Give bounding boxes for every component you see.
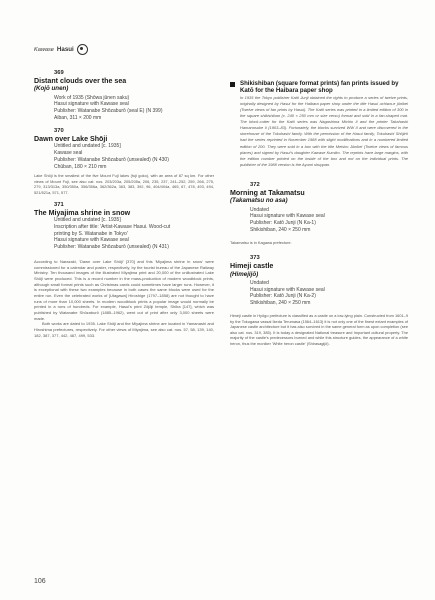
essay <box>34 259 214 338</box>
meta-line: Publisher: Watanabe Shōzaburō (unsealed) (N 430) <box>54 156 169 163</box>
entry-title: Morning at Takamatsu <box>230 188 305 197</box>
meta-line: Aiban, 311 × 200 mm <box>54 115 102 121</box>
meta-line: Publisher: Katō Junji (N Ka-2) <box>250 293 316 300</box>
entry-title: The Miyajima shrine in snow <box>34 208 131 217</box>
entry-number: 369 <box>54 70 64 76</box>
meta-line: Hasui signature with Kawase seal <box>250 213 325 220</box>
series-title: Shikishiban (square format prints) fan prints issued by Katō for the Haibara paper shop <box>240 80 399 95</box>
meta-line: Untitled and undated [c. 1935] <box>54 216 121 223</box>
entry-meta <box>34 95 214 122</box>
entry-number: 370 <box>54 127 64 134</box>
entry-subtitle: (Kojō unen) <box>34 85 69 93</box>
series-description: In 1935 the Tokyo publisher Katō Junji obtained the rights to produce a series of twelve prints, originally designed by Hasui for the Haibara paper shop under the title Hasui uchiwa-e jūnikei (Twelve views of fan prints by Hasui). The Katō series was printed in a limited edition of 300 in the square shikishiban (c. 240 × 250 mm or size verso) format and sold in a fan-shaped mat. The block-cutter for the Katō series was Nagashima Michio Ii and the printer Takahashi Hamanosuke Ii (1903–83). Fortunately, the blocks survived WW II and were discovered in the storehouse of the Tokuhashi family. With the permission of the Hasui family, Tokuhashi Shōjirō had the series reprinted in November 1988 with slight modifications and in a numbered limited edition of 200. They were sold in a box with the title Meisho Jūnikei (Twelve views of famous places) and signed by Hasui's daughter Kawase Kumiko. The reprints have large margins, with the edition number printed on the inside of the box and not on the individual prints. The publisher of the 1988 version is the Ayumi shuppan. <box>240 94 408 167</box>
meta-line: Publisher: Katō Junji (N Ka-1) <box>250 220 316 227</box>
entry-meta <box>34 217 214 251</box>
entry-subtitle: (Takamatsu no asa) <box>230 197 288 205</box>
entry-373 <box>230 255 408 346</box>
meta-line: Hasui signature with Kawase seal <box>54 237 129 244</box>
series-heading <box>230 80 408 95</box>
entry-title: Himeji castle <box>230 262 274 271</box>
meta-line: Shikishiban, 240 × 250 mm <box>250 226 311 233</box>
essay-paragraph: Both works are dated to 1935. Lake Shōji and the Miyajima shrine are located in Yamanashi and Hiroshima prefectures, respectively. For other views of Miyajima, see also cat. nos. 57, 58, 139, 140, 182, 387, 377, 442, 487, 499, 533. <box>34 321 214 338</box>
entry-number: 373 <box>250 255 260 262</box>
meta-line: printing by S. Watanabe in Tokyo' <box>54 230 128 237</box>
meta-line: Inscription after title: 'Artist-Kawase Hasui. Wood-cut <box>54 223 171 230</box>
running-head <box>34 44 88 55</box>
meta-line: Work of 1935 (Shōwa jūnen saku) <box>54 94 130 101</box>
entry-369 <box>34 70 214 122</box>
entry-371 <box>34 202 214 251</box>
meta-line: Hasui signature with Kawase seal <box>54 101 129 108</box>
entry-370 <box>34 128 214 196</box>
entry-note: Lake Shōji is the smallest of the five Mount Fuji lakes (fuji goko), with an area of 87 sq km. For other views of Mount Fuji, see also cat. nos. 203/203a, 205/205a, 206, 235, 237, 241–252, 259, 266, 275, 279, 313/313a, 350/350a, 356/356a, 362/362a, 363, 383, 392, 96, 404/404a, 465, 67, 478, 493, 494, 521/521a, 571, 577. <box>34 173 214 196</box>
meta-line: Undated <box>250 279 269 286</box>
entry-title: Distant clouds over the sea <box>34 77 127 85</box>
entry-note: Himeji castle in Hyōgo prefecture is classified as a castle on a low-lying plain. Constructed from 1601–9 by the Tokugawa vassal Ikeda Terumasa (1564–1613) it is not only one of the finest extant examples of Japanese castle architecture but it has also survived in the same general form as upon completion (see also cat. nos. 319, 385). It is today a designated National treasure and Important cultural property. The majority of the castle's predecessors burned and while this structure guides, the appearance of a white heron, thus the moniker 'White heron castle' (Shirasagijō). <box>230 313 408 346</box>
entry-subtitle: (Himejijō) <box>230 270 259 278</box>
right-column <box>230 70 408 352</box>
entry-meta <box>230 207 408 234</box>
series-intro <box>230 80 408 168</box>
entry-title: Dawn over Lake Shōji <box>34 134 108 143</box>
meta-line: Publisher: Watanabe Shōzaburō (unsealed) (N 431) <box>54 244 169 251</box>
entry-372 <box>230 182 408 245</box>
meta-line: Undated <box>250 206 269 213</box>
meta-line: Chūban, 180 × 210 mm <box>54 163 107 170</box>
essay-paragraph: According to Narazaki, 'Dawn over Lake Shōji' [370] and this 'Miyajima shrine in snow' were commissioned for a calendar and poster, respectively, by the tourist bureau of the Japanese Railway Ministry. Ten thousand images of the illustrated Miyajima print and 20,000 of the unillustrated Lake Shōji were produced. This is a record number in the mass-production of modern woodblock prints, although small format prints such as Christmas cards could sometimes have larger runs. However, it is exceptional with these two examples because in both cases the same blocks were used for the entire run. Even the celebrated works of [Utagawa] Hiroshige (1797–1858) are not thought to have runs of more than 10,000 sheets. In modern woodblock prints a popular image would normally be printed in a runs of hundreds. For example, Hasui's print Zōjōji temple, Shiba [147], which was published by Watanabe Shōzaburō (1885–1962), went out of print after only 3,000 sheets were made. <box>34 258 214 321</box>
meta-line: Kawase seal <box>54 150 83 156</box>
entry-meta <box>230 280 408 307</box>
meta-line: Publisher: Watanabe Shōzaburō (seal E) (N 399) <box>54 108 163 115</box>
page-number: 106 <box>34 578 46 585</box>
meta-line: Hasui signature with Kawase seal <box>250 286 325 293</box>
meta-line: Shikishiban, 240 × 250 mm <box>250 300 311 307</box>
running-head-prefix: Kawase <box>34 46 54 53</box>
meta-line: Untitled and undated [c. 1935] <box>54 143 121 150</box>
entry-number: 372 <box>250 181 260 188</box>
square-bullet-icon <box>230 82 235 87</box>
entry-note: Takamatsu is in Kagawa prefecture. <box>230 239 292 245</box>
running-head-name: Hasui <box>56 46 74 53</box>
entry-meta <box>34 143 214 170</box>
entry-number: 371 <box>54 201 64 208</box>
left-column <box>34 70 214 338</box>
seal-icon <box>77 44 88 55</box>
